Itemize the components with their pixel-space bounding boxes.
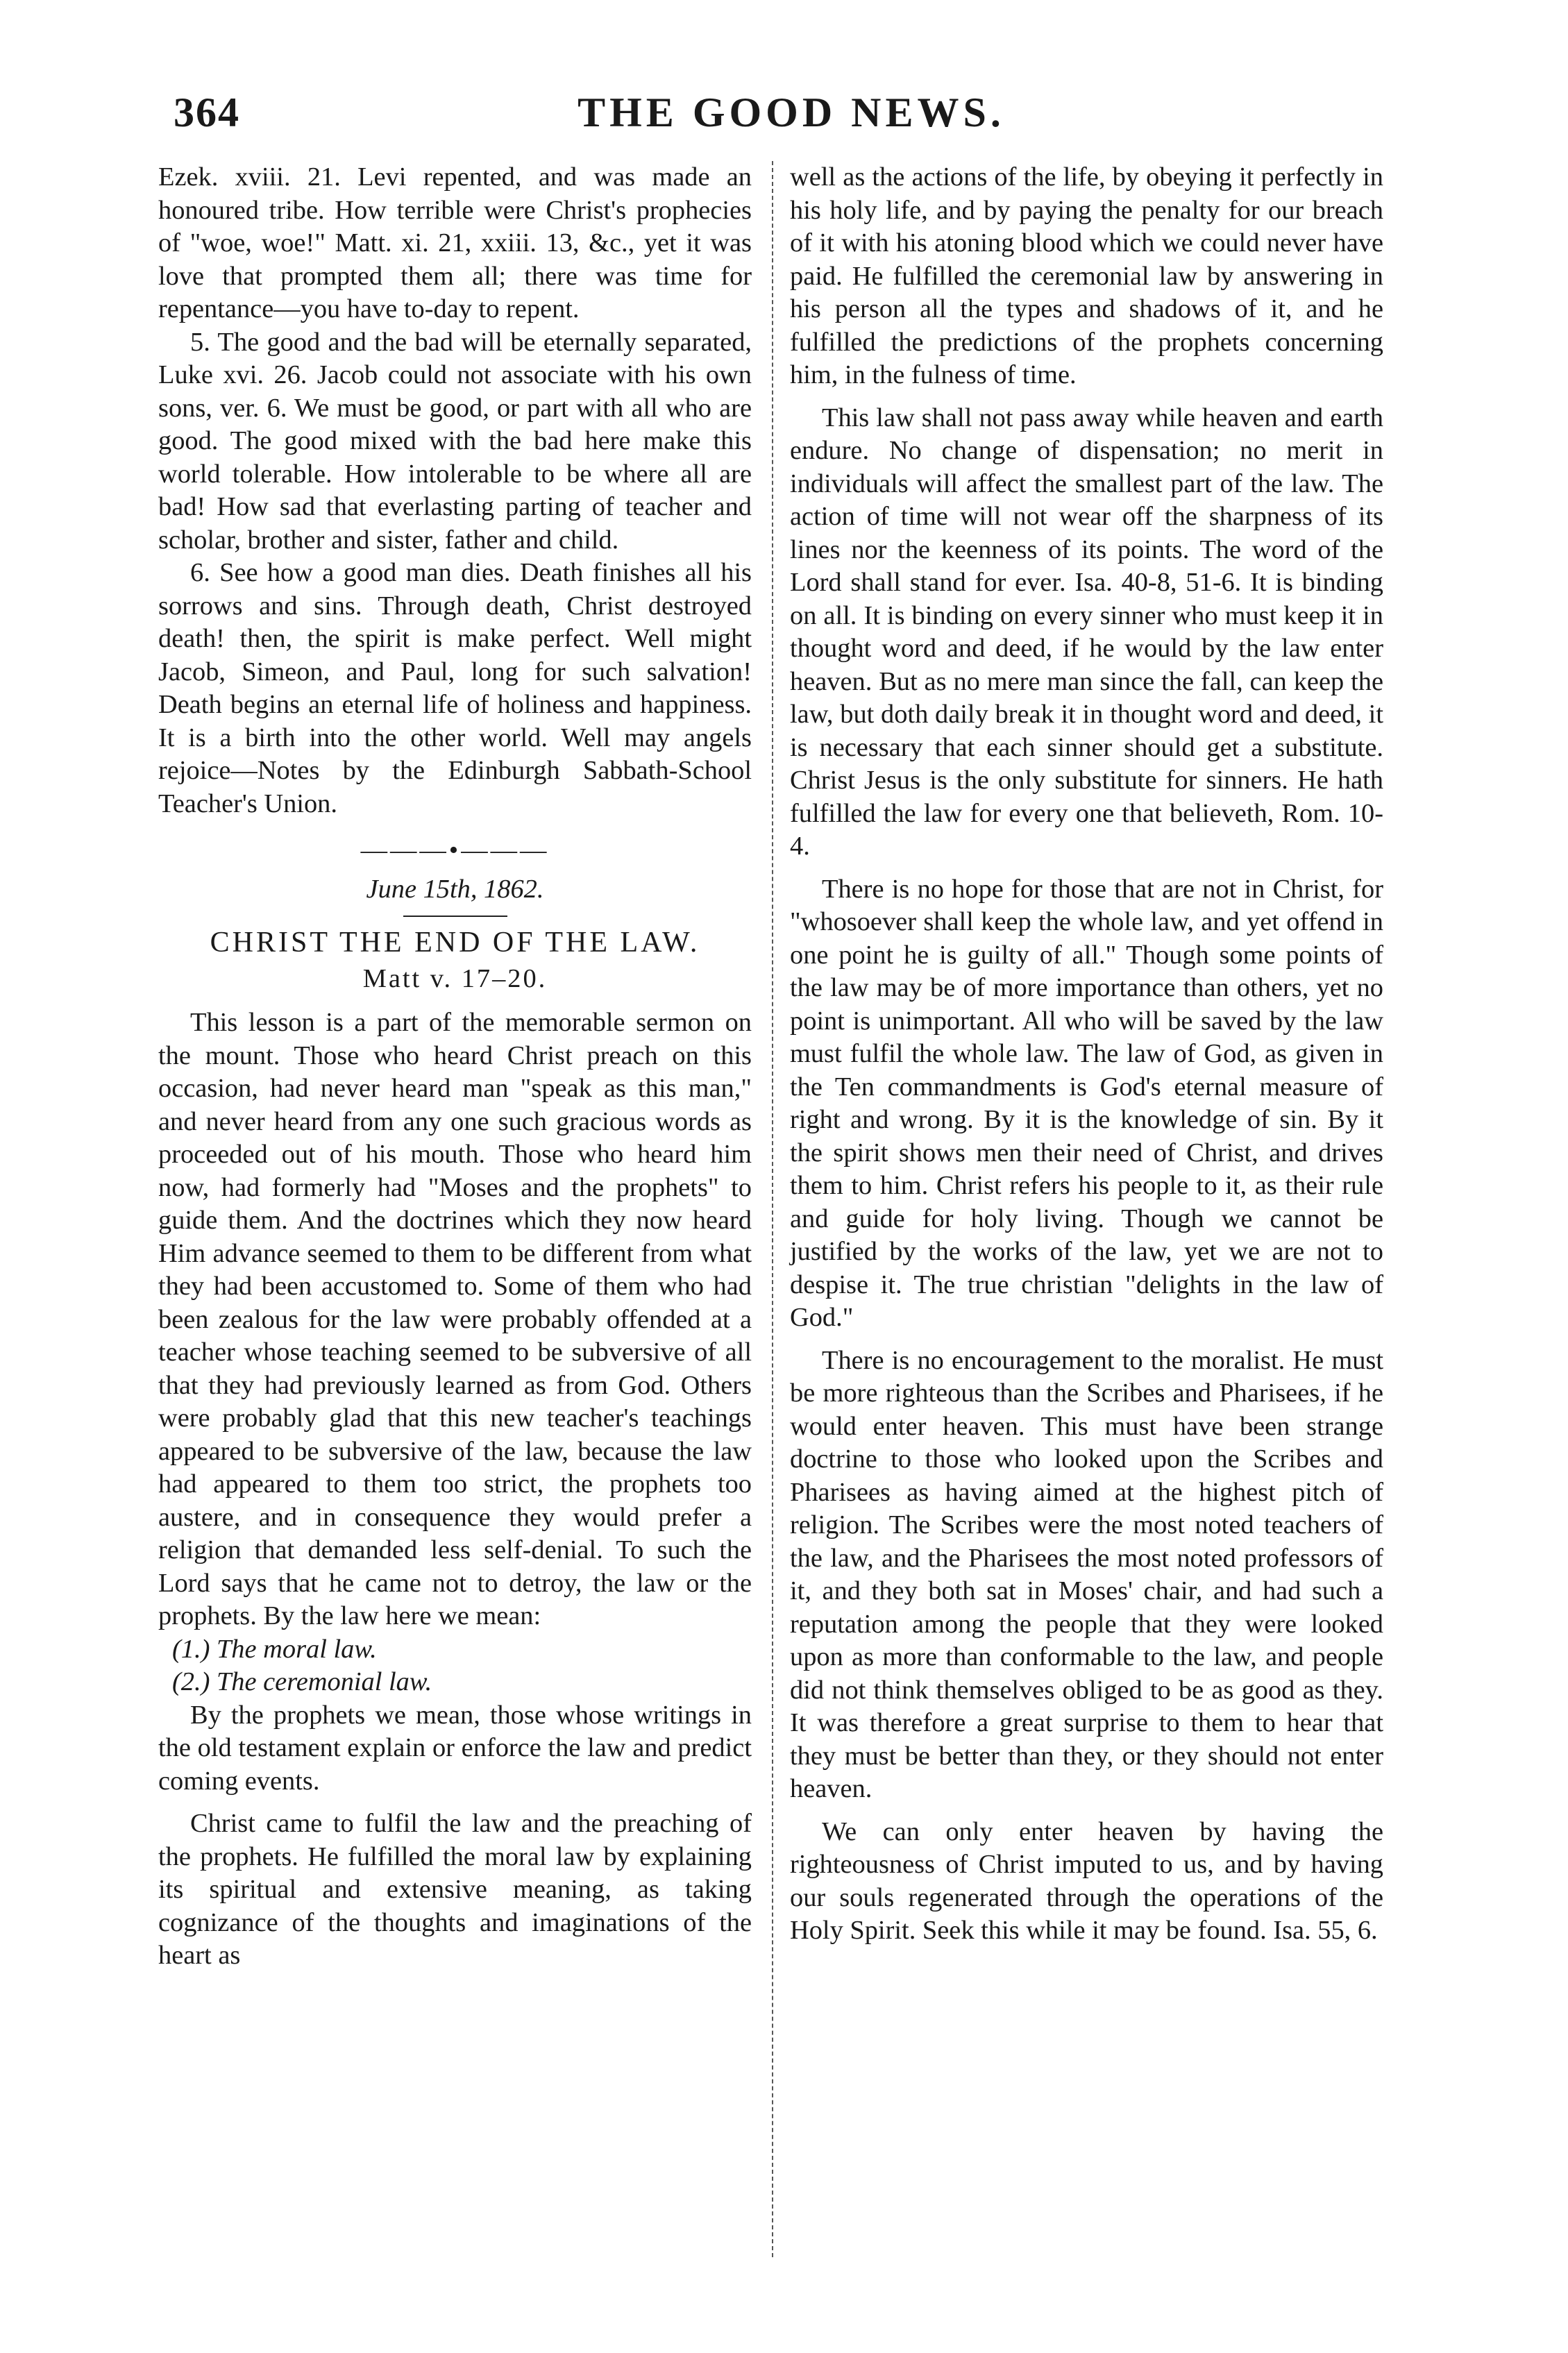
left-column <box>158 161 752 1973</box>
paragraph: Ezek. xviii. 21. Levi repented, and was made an honoured tribe. How terrible were Christ's prophecies of "woe, woe!" Matt. xi. 21, xxiii. 13, &c., yet it was love that prompted them all; there was time for repentance—you have to-day to repent. <box>158 162 752 323</box>
paragraph: This law shall not pass away while heaven and earth endure. No change of dispensation; no merit in individuals will affect the smallest part of the law. The action of time will not wear off the sharpness of its lines nor the keenness of its points. The word of the Lord shall stand for ever. Isa. 40-8, 51-6. It is binding on all. It is binding on every sinner who must keep it in thought word and deed, if he would by the law enter heaven. But as no mere man since the fall, can keep the law, but doth daily break it in thought word and deed, it is necessary that each sinner should get a substitute. Christ Jesus is the only substitute for sinners. He hath fulfilled the law for every one that believeth, Rom. 10-4. <box>790 403 1383 861</box>
page-header <box>174 89 1409 151</box>
section-separator: ———•——— <box>360 836 550 865</box>
law-list <box>158 1633 752 1699</box>
paragraph: We can only enter heaven by having the righteousness of Christ imputed to us, and by having our souls regenerated through the operations of the Holy Spirit. Seek this while it may be found. Isa. 55, 6. <box>790 1816 1383 1945</box>
paragraph: This lesson is a part of the memorable sermon on the mount. Those who heard Christ preach on this occasion, had never heard man "speak as this man," and never heard from any one such gracious words as proceeded out of his mouth. Those who heard him now, had formerly had "Moses and the prophets" to guide them. And the doctrines which they now heard Him advance seemed to them to be different from what they had been accustomed to. Some of them who had been zealous for the law were probably offended at a teacher whose teaching seemed to be subversive of all that they had previously learned as from God. Others were probably glad that this new teacher's teachings appeared to be subversive of the law, because the law had appeared to them too strict, the prophets too austere, and in consequence they would prefer a religion that demanded less self-denial. To such the Lord says that he came not to detroy, the law or the prophets. By the law here we mean: <box>158 1008 752 1630</box>
paragraph: There is no hope for those that are not in Christ, for "whosoever shall keep the whole law, and yet offend in one point he is guilty of all." Though some points of the law may be of more importance than others, yet no point is unimportant. All who will be saved by the law must fulfil the whole law. The law of God, as given in the Ten commandments is God's eternal measure of right and wrong. By it is the knowledge of sin. By it the spirit shows men their need of Christ, and drives them to him. Christ refers his people to it, as their rule and guide for holy living. Though we cannot be justified by the works of the law, yet we are not to despise it. The true christian "delights in the law of God." <box>790 874 1383 1332</box>
list-item: (2.) The ceremonial law. <box>172 1667 432 1696</box>
lesson-title: CHRIST THE END OF THE LAW. <box>210 927 700 959</box>
page-number: 364 <box>174 90 240 135</box>
paragraph: well as the actions of the life, by obeying it perfectly in his holy life, and by paying the penalty for our breach of it with his atoning blood which we could never have paid. He fulfilled the ceremonial law by answering in his person all the types and shadows of it, and he fulfilled the predictions of the prophets concerning him, in the fulness of time. <box>790 162 1383 389</box>
list-item: (1.) The moral law. <box>172 1634 377 1664</box>
right-column <box>790 161 1383 1948</box>
paragraph: 6. See how a good man dies. Death finishes all his sorrows and sins. Through death, Christ destroyed death! then, the spirit is make perfect. Well might Jacob, Simeon, and Paul, long for such salvation! Death begins an eternal life of holiness and happiness. It is a birth into the other world. Well may angels rejoice—Notes by the Edinburgh Sabbath-School Teacher's Union. <box>158 558 752 818</box>
lesson-date: June 15th, 1862. <box>366 874 544 904</box>
paragraph: By the prophets we mean, those whose writings in the old testament explain or enforce the law and predict coming events. <box>158 1700 752 1796</box>
running-head: THE GOOD NEWS. <box>578 90 1005 135</box>
divider <box>403 916 507 917</box>
lesson-reference: Matt v. 17–20. <box>362 963 548 993</box>
paragraph: There is no encouragement to the moralist. He must be more righteous than the Scribes and Pharisees, if he would enter heaven. This must have been strange doctrine to those who looked upon the Scribes and Pharisees as having aimed at the highest pitch of religion. The Scribes were the most noted teachers of the law, and the Pharisees the most noted professors of it, and they both sat in Moses' chair, and had such a reputation among the people that they were looked upon as more than conformable to the law, and people did not think themselves obliged to be as good as they. It was therefore a great surprise to them to hear that they must be better than they, or they should not enter heaven. <box>790 1345 1383 1803</box>
paragraph: Christ came to fulfil the law and the preaching of the prophets. He fulfilled the moral law by explaining its spiritual and extensive meaning, as taking cognizance of the thoughts and imaginations of the heart as <box>158 1809 752 1970</box>
column-divider <box>772 161 773 2257</box>
paragraph: 5. The good and the bad will be eternally separated, Luke xvi. 26. Jacob could not associate with his own sons, ver. 6. We must be good, or part with all who are good. The good mixed with the bad here make this world tolerable. How intolerable to be where all are bad! How sad that everlasting parting of teacher and scholar, brother and sister, father and child. <box>158 327 752 555</box>
